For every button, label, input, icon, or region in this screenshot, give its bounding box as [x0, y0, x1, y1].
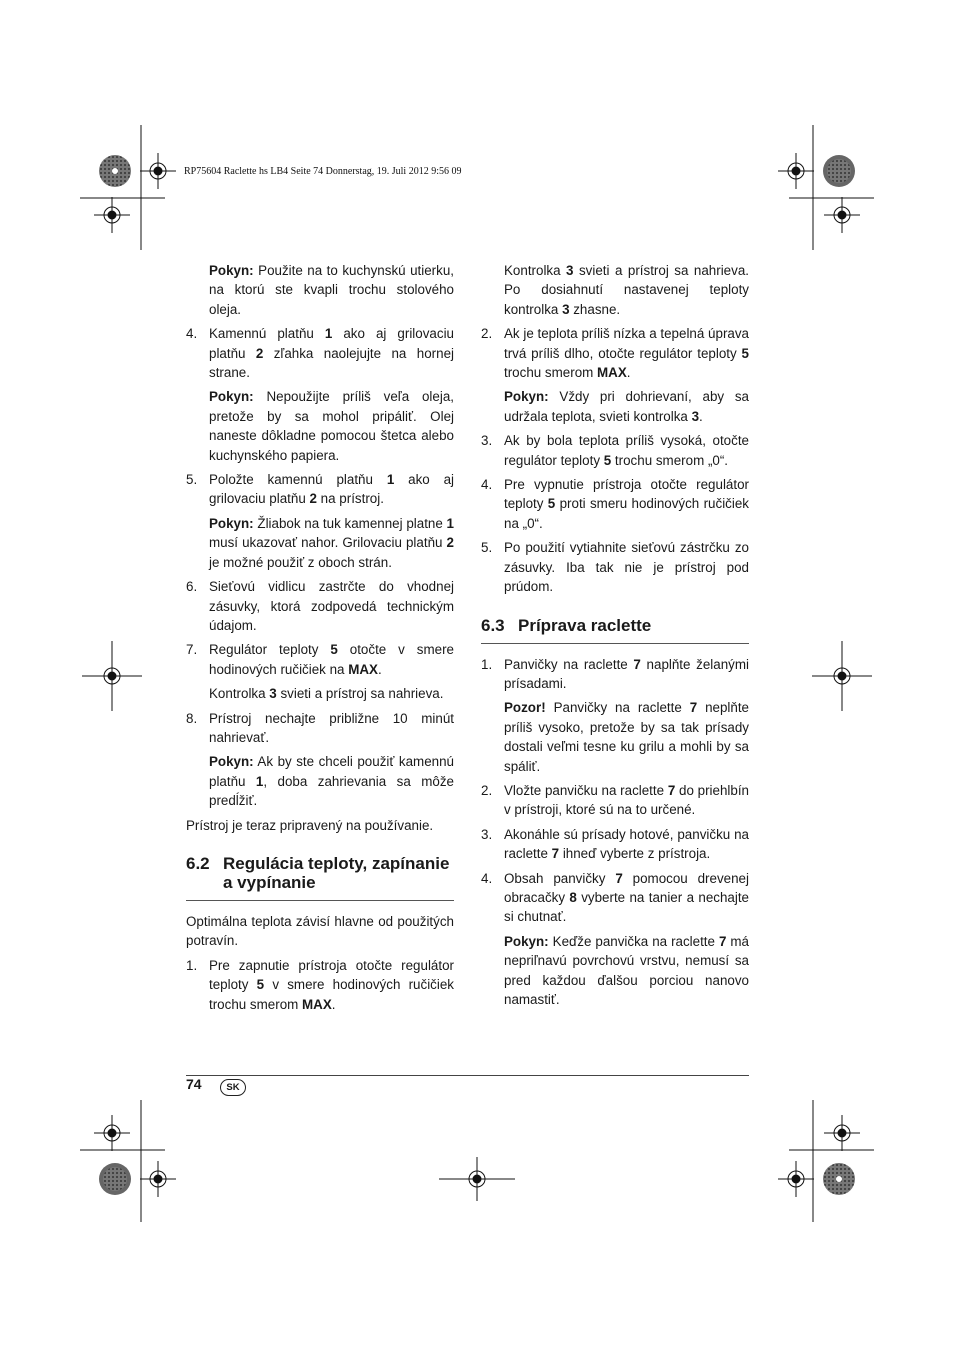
note-paragraph: Pokyn: Nepoužijte príliš veľa oleja, pretože by sa mohol pripáliť. Olej naneste dôkladne pomocou štetca alebo kuchynského papiera.: [209, 389, 454, 463]
list-item: 4. Obsah panvičky 7 pomocou drevenej obracačky 8 vyberte na tanier a nechajte si chutnať.: [481, 870, 749, 925]
print-header: RP75604 Raclette hs LB4 Seite 74 Donnerstag, 19. Juli 2012 9:56 09: [184, 166, 462, 177]
note-paragraph: Pokyn: Keďže panvička na raclette 7 má nepriľnavú povrchovú vrstvu, nemusí sa pred každou ďalšou porciou nanovo namastiť.: [504, 933, 750, 1007]
list-item: 1. Panvičky na raclette 7 naplňte želanými prísadami.: [481, 656, 749, 691]
list-item: 5. Po použití vytiahnite sieťovú zástrčku zo zásuvky. Iba tak nie je prístroj pod prúdom.: [481, 540, 749, 595]
list-item: 7. Regulátor teploty 5 otočte v smere hodinových ručičiek na MAX.: [186, 642, 454, 677]
note-paragraph: Pokyn: Ak by ste chceli použiť kamennú platňu 1, doba zahrievania sa môže predĺžiť.: [209, 754, 454, 809]
list-item: 1. Pre zapnutie prístroja otočte regulátor teploty 5 v smere hodinových ručičiek trochu smerom MAX.: [186, 957, 454, 1012]
language-badge: SK: [220, 1079, 246, 1096]
note-paragraph: Pokyn: Použite na to kuchynskú utierku, na ktorú ste kvapli trochu stolového oleja.: [209, 263, 454, 317]
note-paragraph: Pokyn: Žliabok na tuk kamennej platne 1 musí ukazovať nahor. Grilovaciu platňu 2 je možné použiť z oboch strán.: [209, 515, 454, 570]
body-paragraph: Prístroj je teraz pripravený na používanie.: [186, 817, 434, 833]
list-item: 3. Ak by bola teplota príliš vysoká, otočte regulátor teploty 5 trochu smerom „0“.: [481, 433, 749, 468]
list-item: 8. Prístroj nechajte približne 10 minút nahrievať.: [186, 710, 454, 745]
body-paragraph: Optimálna teplota závisí hlavne od použitých potravín.: [186, 913, 454, 949]
list-item: 4. Pre vypnutie prístroja otočte regulátor teploty 5 proti smeru hodinových ručičiek na „0“.: [481, 477, 749, 531]
list-item: 4. Kamennú platňu 1 ako aj grilovaciu platňu 2 zľahka naolejujte na hornej strane.: [186, 326, 454, 381]
section-heading-6-2: 6.2 Regulácia teploty, zapínanie a vypínanie: [186, 854, 454, 901]
left-column: [186, 261, 454, 1019]
list-item: 6. Sieťovú vidlicu zastrčte do vhodnej zásuvky, ktorá zodpovedá technickým údajom.: [186, 579, 454, 633]
list-item: 5. Položte kamennú platňu 1 ako aj grilovaciu platňu 2 na prístroj.: [186, 472, 454, 507]
sunburst-mark-tl: [99, 155, 131, 187]
footer-rule: [186, 1075, 749, 1076]
list-item-continuation: Kontrolka 3 svieti a prístroj sa nahrieva.: [209, 686, 444, 702]
list-item-continuation: Kontrolka 3 svieti a prístroj sa nahrieva. Po dosiahnutí nastavenej teploty kontrolka 3 zhasne.: [504, 263, 749, 317]
list-item: 3. Akonáhle sú prísady hotové, panvičku na raclette 7 ihneď vyberte z prístroja.: [481, 826, 749, 862]
note-paragraph: Pokyn: Vždy pri dohrievaní, aby sa udržala teplota, svieti kontrolka 3.: [504, 389, 749, 424]
warning-paragraph: Pozor! Panvičky na raclette 7 neplňte príliš vysoko, pretože by sa tak prísady dostali veľmi tesne ku grilu a mohli by sa spáliť.: [504, 700, 749, 774]
right-column: [481, 261, 749, 1014]
list-item: 2. Ak je teplota príliš nízka a tepelná úprava trvá príliš dlho, otočte regulátor teploty 5 trochu smerom MAX.: [481, 326, 749, 381]
sunburst-mark-br: [823, 1163, 855, 1195]
list-item: 2. Vložte panvičku na raclette 7 do priehlbín v prístroji, ktoré sú na to určené.: [481, 782, 749, 818]
sunburst-mark-tr: [823, 155, 855, 187]
section-heading-6-3: 6.3 Príprava raclette: [481, 616, 749, 644]
page-number: 74: [186, 1076, 202, 1092]
sunburst-mark-bl: [99, 1163, 131, 1195]
